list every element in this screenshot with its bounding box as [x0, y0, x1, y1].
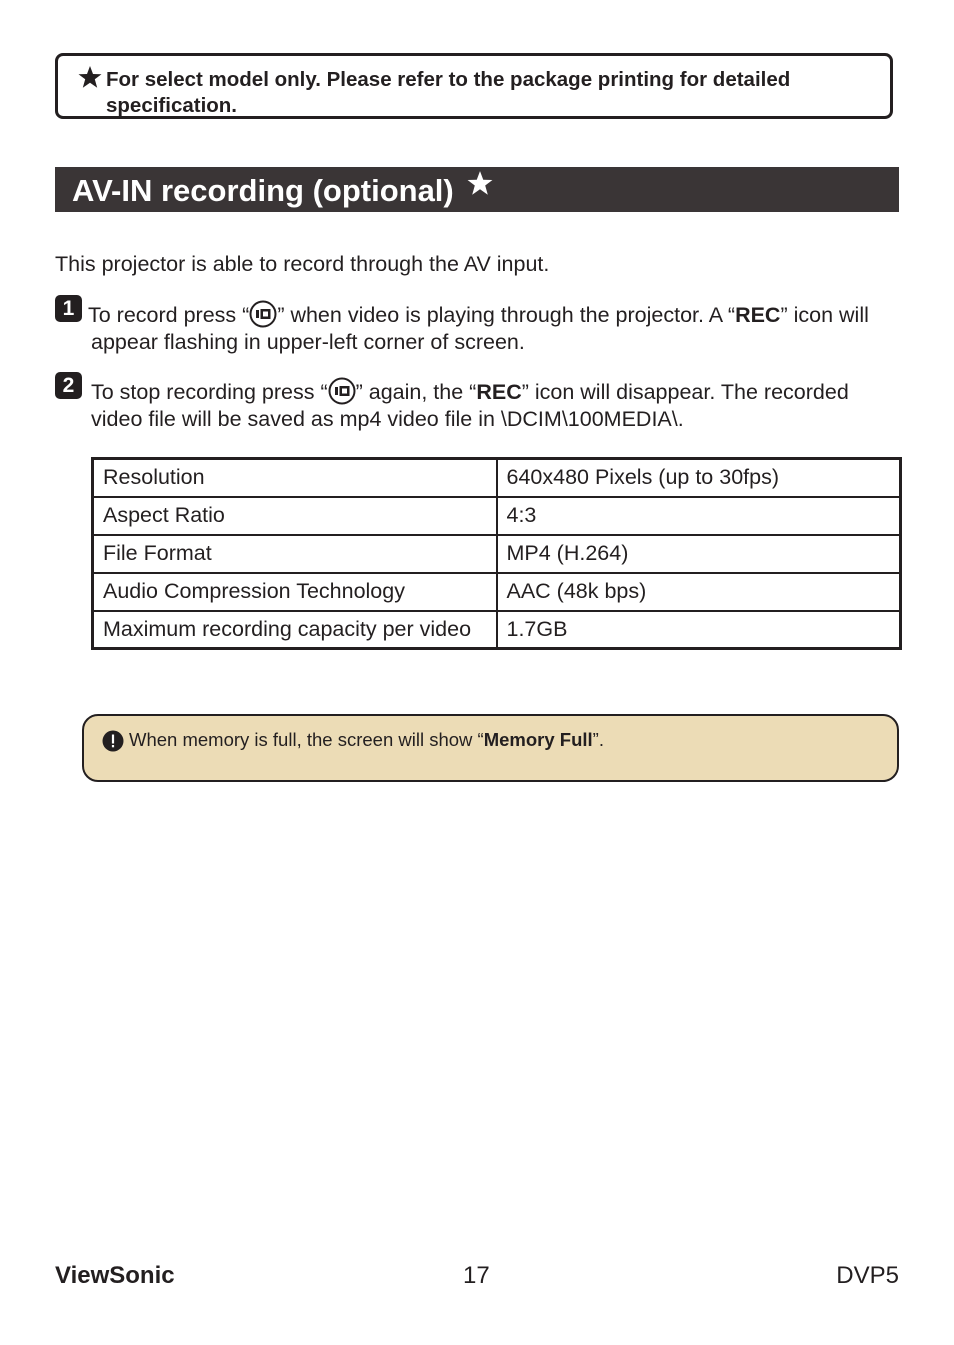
table-row	[93, 611, 901, 649]
section-heading	[55, 167, 899, 212]
table-row	[93, 497, 901, 535]
spec-label: Audio Compression Technology	[93, 573, 497, 611]
step-text-part: ” again, the “	[355, 380, 477, 404]
table-row	[93, 459, 901, 497]
spec-table	[91, 457, 902, 650]
step-2-text	[91, 377, 903, 433]
memory-full-label: Memory Full	[483, 729, 593, 750]
spec-value: MP4 (H.264)	[497, 535, 901, 573]
step-text-part: ” when video is playing through the projector. A “	[277, 303, 736, 327]
page-number: 17	[463, 1262, 490, 1289]
step-text-part: To stop recording press “	[91, 380, 328, 404]
select-model-note	[55, 53, 893, 119]
spec-label: Maximum recording capacity per video	[93, 611, 497, 649]
spec-value: AAC (48k bps)	[497, 573, 901, 611]
section-title: AV-IN recording (optional)	[72, 173, 454, 208]
spec-label: Aspect Ratio	[93, 497, 497, 535]
star-icon	[467, 170, 493, 196]
memo-text-part: ”.	[592, 729, 604, 750]
record-button-icon	[328, 377, 356, 405]
table-row	[93, 573, 901, 611]
memo-text	[129, 728, 604, 752]
step-number-badge: 2	[55, 372, 82, 399]
step-text-part: ” icon will appear flashing in upper-left corner of screen.	[91, 303, 869, 354]
note-text: For select model only. Please refer to the package printing for detailed specification.	[106, 68, 791, 117]
spec-value: 4:3	[497, 497, 901, 535]
footer-model: DVP5	[836, 1262, 899, 1289]
spec-label: File Format	[93, 535, 497, 573]
step-number-badge: 1	[55, 295, 82, 322]
step-text-part: ” icon will disappear. The recorded video file will be saved as mp4 video file in \DCIM\100MEDIA\.	[91, 380, 849, 431]
star-icon	[78, 65, 102, 89]
spec-label: Resolution	[93, 459, 497, 497]
rec-label: REC	[476, 380, 522, 404]
rec-label: REC	[735, 303, 781, 327]
memo-text-part: When memory is full, the screen will show “	[129, 729, 484, 750]
step-text-part: To record press “	[88, 303, 250, 327]
record-button-icon	[249, 300, 277, 328]
step-1-text	[88, 300, 903, 356]
intro-paragraph: This projector is able to record through the AV input.	[55, 252, 550, 276]
footer-brand: ViewSonic	[55, 1262, 175, 1289]
spec-value: 640x480 Pixels (up to 30fps)	[497, 459, 901, 497]
spec-value: 1.7GB	[497, 611, 901, 649]
memory-full-note	[82, 714, 899, 782]
table-row	[93, 535, 901, 573]
alert-icon	[102, 730, 124, 752]
